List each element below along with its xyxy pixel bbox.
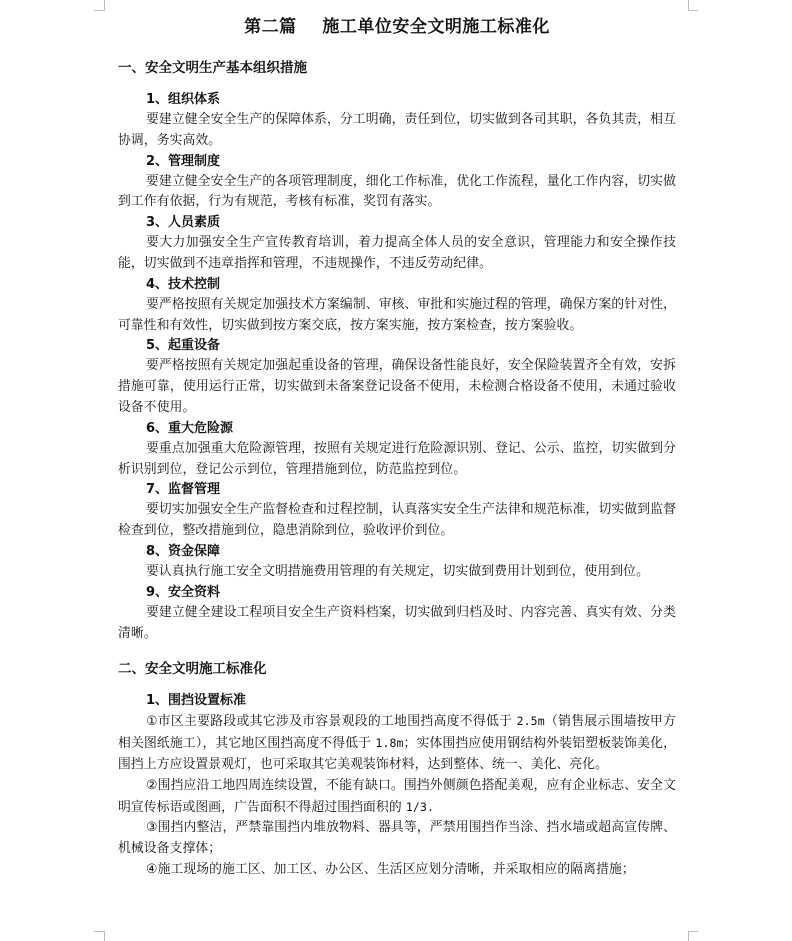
page-corner-mark [94,10,104,11]
item-paragraph: 要建立健全建设工程项目安全生产资料档案，切实做到归档及时、内容完善、真实有效、分类清晰。 [118,604,676,641]
section-heading: 一、安全文明生产基本组织措施 [118,60,307,76]
page-corner-mark [688,10,698,11]
item-paragraph [118,776,676,819]
item-heading: 1、组织体系 [146,92,221,107]
page-corner-mark [688,931,698,932]
item-heading: 7、监督管理 [146,482,221,498]
item-paragraph: 要建立健全安全生产的各项管理制度，细化工作标准，优化工作流程，量化工作内容，切实做到工作有依据，行为有规范，考核有标准，奖罚有落实。 [118,173,676,210]
item-paragraph: ④施工现场的施工区、加工区、办公区、生活区应划分清晰，并采取相应的隔离措施； [146,861,635,877]
section-1 [118,58,676,644]
document-title: 第二篇 施工单位安全文明施工标准化 [244,17,550,37]
item-heading: 4、技术控制 [146,276,221,292]
text-run: ①市区主要路段或其它涉及市容景观段的工地围挡高度不得低于 [146,714,517,730]
item-heading: 3、人员素质 [146,215,221,231]
text-run: （销售展示围墙按甲方相关图纸施工），其它地区围挡高度不得低于 [118,714,676,752]
item-paragraph: 要大力加强安全生产宣传教育培训，着力提高全体人员的安全意识，管理能力和安全操作技能，切实做到不违章指挥和管理，不违规操作，不违反劳动纪律。 [118,235,676,271]
item-paragraph: 要切实加强安全生产监督检查和过程控制，认真落实安全生产法律和规范标准，切实做到监督检查到位，整改措施到位，隐患消除到位，验收评价到位。 [118,502,676,539]
item-heading: 6、重大危险源 [146,420,234,436]
section-2 [118,659,676,880]
item-paragraph: 要严格按照有关规定加强技术方案编制、审核、审批和实施过程的管理，确保方案的针对性，可靠性和有效性，切实做到按方案交底，按方案实施，按方案检查，按方案验收。 [118,296,676,333]
page-corner-mark [104,931,105,941]
item-paragraph: 要重点加强重大危险源管理，按照有关规定进行危险源识别、登记、公示、监控，切实做到分析识别到位，登记公示到位，管理措施到位，防范监控到位。 [118,440,676,477]
text-run: ；实体围挡应使用钢结构外装铝塑板装饰美化，围挡上方应设置景观灯，也可采取其它美观装饰材料，达到整体、统一、美化、亮化。 [118,736,676,772]
item-heading: 8、资金保障 [146,543,221,559]
measurement-value: 1/3 [405,799,427,814]
item-paragraph: 要认真执行施工安全文明措施费用管理的有关规定，切实做到费用计划到位，使用到位。 [146,563,649,579]
item-heading: 5、起重设备 [146,338,221,354]
page-corner-mark [688,931,689,941]
item-heading: 9、安全资料 [146,584,221,600]
item-heading: 2、管理制度 [146,153,221,169]
item-paragraph: 要严格按照有关规定加强起重设备的管理，确保设备性能良好，安全保险装置齐全有效，安拆措施可靠，使用运行正常，切实做到未备案登记设备不使用，未检测合格设备不使用，未通过验收设备不使用。 [118,358,676,415]
item-paragraph [118,711,676,775]
item-heading: 1、围挡设置标准 [146,693,247,709]
item-paragraph: ③围挡内整洁，严禁靠围挡内堆放物料、器具等，严禁用围挡作当涂、挡水墙或超高宣传牌、机械设备支撑体； [118,820,676,857]
document-page [118,10,676,881]
page-corner-mark [104,0,105,11]
section-heading: 二、安全文明施工标准化 [118,661,267,678]
text-run: ②围挡应沿工地四周连续设置，不能有缺口。围挡外侧颜色搭配美观，应有企业标志、安全文明宣传标语或图画，广告面积不得超过围挡面积的 [118,777,676,815]
page-corner-mark [688,0,689,10]
item-paragraph: 要建立健全安全生产的保障体系，分工明确，责任到位，切实做到各司其职，各负其责，相互协调，务实高效。 [118,112,676,148]
measurement-value: 2.5m [516,714,545,729]
text-run: . [426,799,435,814]
page-corner-mark [94,931,104,932]
measurement-value: 1.8m [375,736,404,751]
